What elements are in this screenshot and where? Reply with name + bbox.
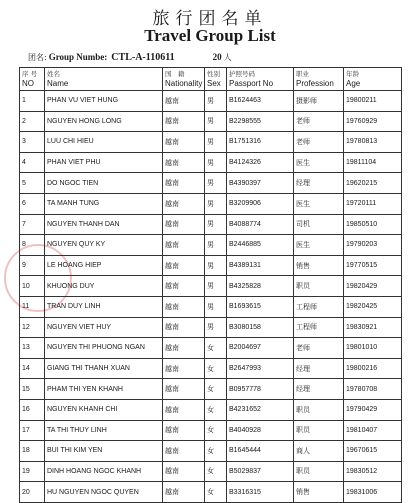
row-sex: 男 — [205, 235, 227, 256]
row-age: 19790429 — [344, 399, 402, 420]
row-passport: B2004697 — [227, 338, 294, 359]
row-nationality: 越南 — [163, 111, 205, 132]
row-passport: B3316315 — [227, 482, 294, 503]
row-age: 19820429 — [344, 276, 402, 297]
table-row — [20, 132, 402, 153]
row-sex: 男 — [205, 111, 227, 132]
travel-group-table — [19, 67, 402, 503]
row-number: 17 — [20, 420, 45, 441]
row-profession: 职员 — [294, 420, 344, 441]
table-row — [20, 193, 402, 214]
row-profession: 经理 — [294, 173, 344, 194]
row-age: 19790203 — [344, 235, 402, 256]
row-number: 15 — [20, 379, 45, 400]
row-number: 7 — [20, 214, 45, 235]
table-row — [20, 91, 402, 112]
row-profession: 司机 — [294, 214, 344, 235]
row-profession: 摄影师 — [294, 91, 344, 112]
row-name: NGUYEN THI PHUONG NGAN — [45, 338, 163, 359]
row-passport: B4040928 — [227, 420, 294, 441]
title-english: Travel Group List — [144, 26, 276, 45]
row-name: KHUONG DUY — [45, 276, 163, 297]
row-age: 19720111 — [344, 193, 402, 214]
header-profession-cn: 职业 — [296, 70, 309, 78]
table-row — [20, 235, 402, 256]
table-row — [20, 420, 402, 441]
row-age: 19770515 — [344, 255, 402, 276]
row-passport: B4231652 — [227, 399, 294, 420]
table-row — [20, 255, 402, 276]
row-profession: 工程师 — [294, 317, 344, 338]
row-name: TA MANH TUNG — [45, 193, 163, 214]
row-number: 13 — [20, 338, 45, 359]
row-name: NGUYEN QUY KY — [45, 235, 163, 256]
row-profession: 经理 — [294, 379, 344, 400]
row-name: NGUYEN HONG LONG — [45, 111, 163, 132]
row-name: PHAN VU VIET HUNG — [45, 91, 163, 112]
group-label-cn: 团名: — [28, 53, 47, 62]
header-sex-en: Sex — [207, 79, 221, 88]
row-sex: 男 — [205, 255, 227, 276]
row-sex: 女 — [205, 338, 227, 359]
row-name: NGUYEN VIET HUY — [45, 317, 163, 338]
header-age-cn: 年龄 — [346, 70, 359, 78]
row-name: DO NGOC TIEN — [45, 173, 163, 194]
row-passport: B4088774 — [227, 214, 294, 235]
row-name: PHAN VIET PHU — [45, 152, 163, 173]
group-code: CTL-A-110611 — [111, 52, 175, 63]
row-profession: 工程师 — [294, 296, 344, 317]
header-passport — [227, 68, 294, 91]
row-passport: B1751316 — [227, 132, 294, 153]
row-number: 12 — [20, 317, 45, 338]
row-number: 1 — [20, 91, 45, 112]
row-passport: B1645444 — [227, 441, 294, 462]
table-row — [20, 214, 402, 235]
row-age: 19850510 — [344, 214, 402, 235]
row-age: 19811104 — [344, 152, 402, 173]
row-nationality: 越南 — [163, 235, 205, 256]
row-passport: B4389131 — [227, 255, 294, 276]
row-profession: 销售 — [294, 482, 344, 503]
row-passport: B5029837 — [227, 461, 294, 482]
row-number: 5 — [20, 173, 45, 194]
group-info — [28, 52, 232, 63]
row-profession: 医生 — [294, 152, 344, 173]
row-name: GIANG THI THANH XUAN — [45, 358, 163, 379]
row-name: NGUYEN THANH DAN — [45, 214, 163, 235]
row-sex: 男 — [205, 296, 227, 317]
row-number: 4 — [20, 152, 45, 173]
row-age: 19800211 — [344, 91, 402, 112]
row-number: 18 — [20, 441, 45, 462]
row-nationality: 越南 — [163, 399, 205, 420]
row-passport: B4325828 — [227, 276, 294, 297]
row-nationality: 越南 — [163, 173, 205, 194]
header-age — [344, 68, 402, 91]
row-nationality: 越南 — [163, 317, 205, 338]
row-age: 19780708 — [344, 379, 402, 400]
row-profession: 销售 — [294, 255, 344, 276]
table-row — [20, 338, 402, 359]
table-row — [20, 111, 402, 132]
row-nationality: 越南 — [163, 152, 205, 173]
header-nationality — [163, 68, 205, 91]
header-no-en: NO — [22, 79, 34, 88]
row-nationality: 越南 — [163, 255, 205, 276]
row-age: 19620215 — [344, 173, 402, 194]
row-nationality: 越南 — [163, 482, 205, 503]
row-sex: 女 — [205, 379, 227, 400]
table-body — [20, 91, 402, 503]
row-profession: 老师 — [294, 111, 344, 132]
header-no-cn: 序 号 — [22, 70, 38, 78]
row-nationality: 越南 — [163, 132, 205, 153]
row-profession: 经理 — [294, 358, 344, 379]
row-name: TA THI THUY LINH — [45, 420, 163, 441]
row-sex: 女 — [205, 420, 227, 441]
row-age: 19670615 — [344, 441, 402, 462]
row-age: 19780813 — [344, 132, 402, 153]
header-name-en: Name — [47, 79, 69, 88]
header-name — [45, 68, 163, 91]
row-passport: B4124326 — [227, 152, 294, 173]
header-profession-en: Profession — [296, 79, 334, 88]
row-name: PHAM THI YEN KHANH — [45, 379, 163, 400]
row-age: 19801010 — [344, 338, 402, 359]
row-nationality: 越南 — [163, 379, 205, 400]
row-age: 19810407 — [344, 420, 402, 441]
row-nationality: 越南 — [163, 276, 205, 297]
row-profession: 老师 — [294, 132, 344, 153]
row-nationality: 越南 — [163, 358, 205, 379]
row-nationality: 越南 — [163, 338, 205, 359]
table-row — [20, 482, 402, 503]
header-no — [20, 68, 45, 91]
table-row — [20, 276, 402, 297]
row-number: 20 — [20, 482, 45, 503]
row-sex: 男 — [205, 91, 227, 112]
header-name-cn: 姓名 — [47, 70, 60, 78]
header-sex-cn: 性别 — [207, 70, 220, 78]
row-age: 19830921 — [344, 317, 402, 338]
row-sex: 女 — [205, 482, 227, 503]
row-number: 10 — [20, 276, 45, 297]
row-sex: 男 — [205, 214, 227, 235]
table-row — [20, 317, 402, 338]
row-sex: 男 — [205, 173, 227, 194]
row-nationality: 越南 — [163, 461, 205, 482]
row-number: 6 — [20, 193, 45, 214]
row-nationality: 越南 — [163, 193, 205, 214]
row-passport: B2647993 — [227, 358, 294, 379]
row-number: 2 — [20, 111, 45, 132]
row-profession: 职员 — [294, 399, 344, 420]
row-number: 9 — [20, 255, 45, 276]
row-sex: 女 — [205, 358, 227, 379]
row-nationality: 越南 — [163, 296, 205, 317]
table-header-row — [20, 68, 402, 91]
row-nationality: 越南 — [163, 441, 205, 462]
group-label-en: Group Numbe: — [48, 52, 108, 62]
row-age: 19800216 — [344, 358, 402, 379]
table-row — [20, 152, 402, 173]
row-age: 19760929 — [344, 111, 402, 132]
row-nationality: 越南 — [163, 420, 205, 441]
row-profession: 医生 — [294, 193, 344, 214]
row-passport: B2298555 — [227, 111, 294, 132]
row-name: BUI THI KIM YEN — [45, 441, 163, 462]
row-number: 8 — [20, 235, 45, 256]
row-name: TRAN DUY LINH — [45, 296, 163, 317]
table-row — [20, 461, 402, 482]
row-age: 19820425 — [344, 296, 402, 317]
row-profession: 商人 — [294, 441, 344, 462]
group-count-unit: 人 — [223, 53, 232, 62]
row-sex: 男 — [205, 193, 227, 214]
row-nationality: 越南 — [163, 214, 205, 235]
row-name: DINH HOANG NGOC KHANH — [45, 461, 163, 482]
title-chinese: 旅行团名单 — [152, 9, 268, 29]
row-name: LUU CHI HIEU — [45, 132, 163, 153]
row-number: 14 — [20, 358, 45, 379]
table-row — [20, 358, 402, 379]
row-passport: B4390397 — [227, 173, 294, 194]
row-sex: 男 — [205, 152, 227, 173]
row-passport: B0957778 — [227, 379, 294, 400]
row-passport: B2446885 — [227, 235, 294, 256]
row-profession: 医生 — [294, 235, 344, 256]
row-sex: 女 — [205, 461, 227, 482]
row-name: LE HOANG HIEP — [45, 255, 163, 276]
row-sex: 男 — [205, 132, 227, 153]
group-count: 20 — [212, 52, 222, 62]
table-row — [20, 441, 402, 462]
row-number: 19 — [20, 461, 45, 482]
table-row — [20, 173, 402, 194]
header-passport-en: Passport No — [229, 79, 274, 88]
header-age-en: Age — [346, 79, 361, 88]
row-profession: 职员 — [294, 276, 344, 297]
header-nationality-cn: 国 籍 — [165, 70, 185, 78]
row-passport: B3080158 — [227, 317, 294, 338]
row-nationality: 越南 — [163, 91, 205, 112]
row-sex: 女 — [205, 441, 227, 462]
row-age: 19831006 — [344, 482, 402, 503]
row-sex: 男 — [205, 276, 227, 297]
table-row — [20, 399, 402, 420]
row-passport: B1693615 — [227, 296, 294, 317]
table-row — [20, 296, 402, 317]
header-nationality-en: Nationality — [165, 79, 203, 88]
row-passport: B1624463 — [227, 91, 294, 112]
row-passport: B3209906 — [227, 193, 294, 214]
header-sex — [205, 68, 227, 91]
row-number: 11 — [20, 296, 45, 317]
row-sex: 女 — [205, 399, 227, 420]
table-row — [20, 379, 402, 400]
row-name: NGUYEN KHANH CHI — [45, 399, 163, 420]
header-passport-cn: 护照号码 — [229, 70, 255, 78]
row-profession: 老师 — [294, 338, 344, 359]
row-name: HU NGUYEN NGOC QUYEN — [45, 482, 163, 503]
row-sex: 男 — [205, 317, 227, 338]
row-number: 16 — [20, 399, 45, 420]
row-number: 3 — [20, 132, 45, 153]
header-profession — [294, 68, 344, 91]
row-age: 19830512 — [344, 461, 402, 482]
row-profession: 职员 — [294, 461, 344, 482]
